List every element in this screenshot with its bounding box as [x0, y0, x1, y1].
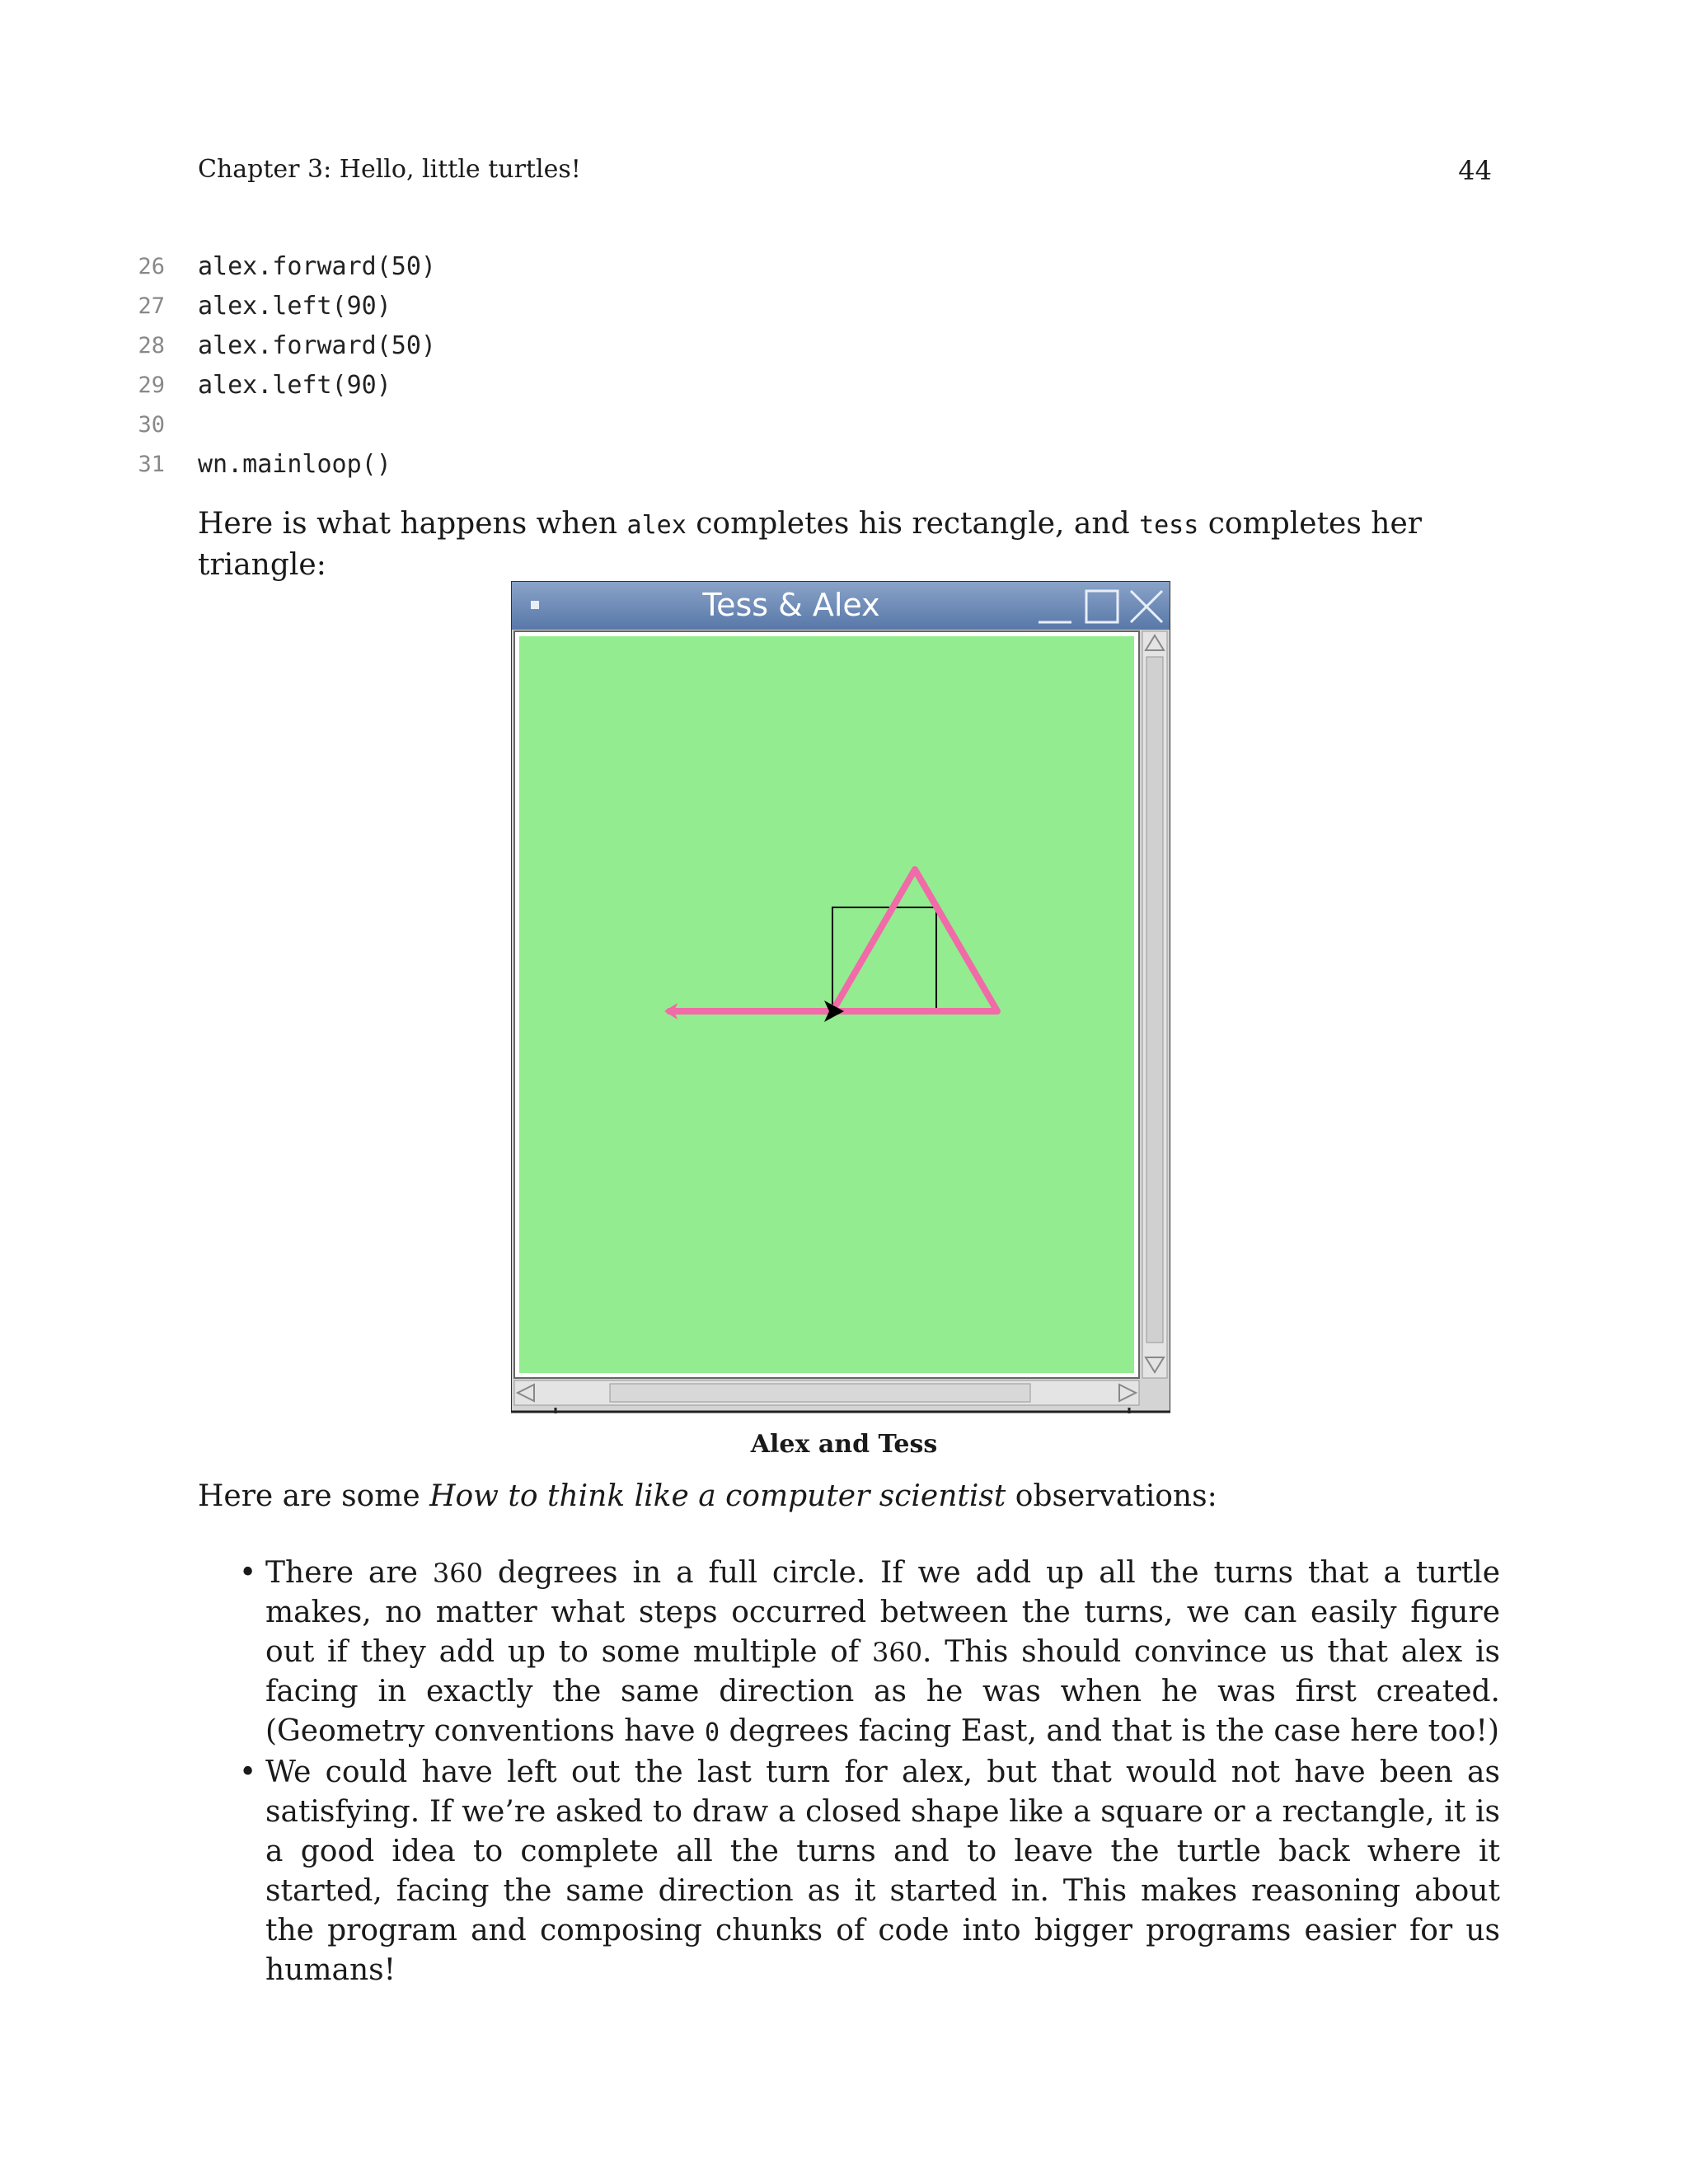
figure-caption: Alex and Tess [750, 1430, 938, 1459]
code-line [124, 287, 865, 326]
code-line [124, 445, 865, 485]
list-item [223, 1753, 1500, 1990]
window-title: Tess & Alex [702, 587, 880, 623]
intro-text: Here is what happens when [198, 507, 627, 541]
code-line [124, 405, 865, 445]
line-number: 27 [138, 293, 165, 319]
line-number: 31 [138, 452, 165, 477]
observations-text: Here are some [198, 1479, 430, 1513]
bullet-number: 360 [432, 1558, 483, 1589]
intro-text: completes her triangle: [198, 507, 1422, 582]
observation-list [223, 1554, 1500, 1990]
bullet-number: 360 [871, 1637, 923, 1668]
list-item [223, 1554, 1500, 1753]
chapter-title: Chapter 3: Hello, little turtles! [198, 155, 581, 184]
line-number: 26 [138, 254, 165, 279]
bullet-text: There are [265, 1556, 433, 1590]
bullet-dot: • [239, 1556, 257, 1590]
inline-code-zero: 0 [705, 1718, 720, 1747]
vertical-scroll-thumb[interactable] [1146, 657, 1163, 1343]
intro-paragraph [198, 504, 1500, 585]
turtle-window-graphic [511, 581, 1170, 1413]
bullet-text: . This should convince us that alex is facing in exactly the same direction as he was when he was first created. (Geometry conventions have [265, 1635, 1501, 1748]
code-listing [124, 247, 865, 485]
observations-intro [198, 1477, 1500, 1516]
code-text: alex.forward(50) [198, 252, 436, 281]
window-menu-icon[interactable] [531, 601, 539, 609]
book-title: How to think like a computer scientist [429, 1479, 1006, 1513]
code-text: wn.mainloop() [198, 450, 392, 479]
inline-code-tess: tess [1139, 511, 1199, 540]
bullet-text: degrees facing East, and that is the case here too!) [720, 1714, 1499, 1748]
intro-text: completes his rectangle, and [686, 507, 1140, 541]
page-number: 44 [1458, 155, 1492, 186]
line-number: 30 [138, 412, 165, 438]
code-text: alex.forward(50) [198, 331, 436, 360]
page-header [198, 155, 1492, 196]
code-text: alex.left(90) [198, 371, 392, 400]
line-number: 29 [138, 373, 165, 398]
code-text: alex.left(90) [198, 292, 392, 321]
bullet-dot: • [239, 1755, 257, 1789]
code-line [124, 247, 865, 287]
inline-code-alex: alex [626, 511, 687, 540]
bullet-text: We could have left out the last turn for alex, but that would not have been as satisfying. If we’re asked to draw a closed shape like a square or a rectangle, it is a good idea to complete all the turns and to leave the turtle back where it started, facing the same direction as it started in. This makes reasoning about the program and composing chunks of code into bigger programs easier for us humans! [265, 1755, 1500, 1987]
horizontal-scroll-thumb[interactable] [610, 1384, 1030, 1402]
bullet-text: degrees in a full circle. If we add up all the turns that a turtle makes, no matter what steps occurred between the turns, we can easily figure out if they add up to some multiple of [265, 1556, 1501, 1669]
turtle-window [511, 581, 1170, 1413]
observations-text: observations: [1006, 1479, 1217, 1513]
line-number: 28 [138, 333, 165, 359]
code-line [124, 366, 865, 405]
code-line [124, 326, 865, 366]
